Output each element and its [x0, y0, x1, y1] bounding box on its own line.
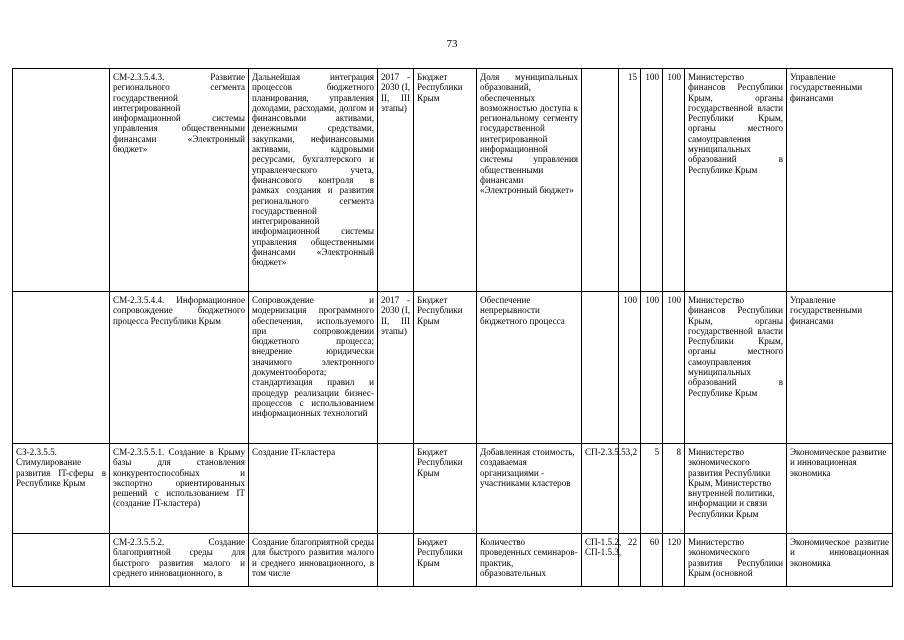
code-cell: [582, 292, 619, 444]
value-cell: 60: [641, 534, 663, 587]
code-cell: СП-2.3.5.5: [582, 444, 619, 534]
strategy-measures-table: [12, 68, 893, 587]
indicator-cell: Обеспечение непрерывности бюджетного процесса: [477, 292, 582, 444]
period-cell: [378, 534, 414, 587]
source-cell: Бюджет Республики Крым: [414, 444, 477, 534]
goal-cell: [13, 69, 110, 292]
value-cell: 100: [663, 292, 685, 444]
measure-cell: СМ-2.3.5.4.4. Информационное сопровождение бюджетного процесса Республики Крым: [110, 292, 249, 444]
value-cell: 22: [619, 534, 641, 587]
executor-cell: Министерство финансов Республики Крым, органы государственной власти Республики Крым, органы местного самоуправления муниципальных образований в Республике Крым: [685, 69, 787, 292]
measure-cell: СМ-2.3.5.5.2. Создание благоприятной среды для быстрого развития малого и среднего инновационного, в: [110, 534, 249, 587]
executor-cell: Министерство экономического развития Республики Крым, Министерство внутренней политики, информации и связи Республики Крым: [685, 444, 787, 534]
table-row: [13, 292, 893, 444]
page-number: 73: [446, 38, 458, 50]
measure-cell: СМ-2.3.5.4.3. Развитие регионального сегмента государственной интегрированной информационной системы управления общественными финансами «Электронный бюджет»: [110, 69, 249, 292]
table-row: [13, 69, 893, 292]
content-cell: Создание IT-кластера: [249, 444, 378, 534]
executor-cell: Министерство экономического развития Республики Крым (основной: [685, 534, 787, 587]
source-cell: Бюджет Республики Крым: [414, 69, 477, 292]
source-cell: Бюджет Республики Крым: [414, 534, 477, 587]
period-cell: 2017 - 2030 (I, II, III этапы): [378, 292, 414, 444]
value-cell: 100: [641, 69, 663, 292]
table-row: [13, 444, 893, 534]
value-cell: 8: [663, 444, 685, 534]
value-cell: 100: [619, 292, 641, 444]
content-cell: Дальнейшая интеграция процессов бюджетного планирования, управления доходами, расходами, долгом и финансовыми активами, денежными средствами, закупками, нефинансовыми активами, кадровыми ресурсами, бухгалтерского и управленческого учета, финансового контроля в рамках создания и развития регионального сегмента государственной интегрированной информационной системы управления общественными финансами «Электронный бюджет»: [249, 69, 378, 292]
goal-cell: СЗ-2.3.5.5. Стимулирование развития IT-сферы в Республике Крым: [13, 444, 110, 534]
executor-cell: Министерство финансов Республики Крым, органы государственной власти Республики Крым, органы местного самоуправления муниципальных образований в Республике Крым: [685, 292, 787, 444]
indicator-cell: Количество проведенных семинаров-практик, образовательных: [477, 534, 582, 587]
code-cell: СП-1.5.2, СП-1.5.3,: [582, 534, 619, 587]
program-cell: Управление государственными финансами: [787, 292, 893, 444]
goal-cell: [13, 534, 110, 587]
program-cell: Экономическое развитие и инновационная экономика: [787, 444, 893, 534]
table-row: [13, 534, 893, 587]
goal-cell: [13, 292, 110, 444]
indicator-cell: Доля муниципальных образований, обеспеченных возможностью доступа к региональному сегменту государственной интегрированной информационной системы управления общественными финансами «Электронный бюджет»: [477, 69, 582, 292]
value-cell: 100: [641, 292, 663, 444]
value-cell: 120: [663, 534, 685, 587]
period-cell: [378, 444, 414, 534]
value-cell: 5: [641, 444, 663, 534]
measure-cell: СМ-2.3.5.5.1. Создание в Крыму базы для становления конкурентоспособных и экспортно ориентированных решений с использованием IT (создание IT-кластера): [110, 444, 249, 534]
source-cell: Бюджет Республики Крым: [414, 292, 477, 444]
value-cell: 100: [663, 69, 685, 292]
program-cell: Экономическое развитие и инновационная экономика: [787, 534, 893, 587]
value-cell: 3,2: [619, 444, 641, 534]
period-cell: 2017 - 2030 (I, II, III этапы): [378, 69, 414, 292]
value-cell: 15: [619, 69, 641, 292]
content-cell: Создание благоприятной среды для быстрого развития малого и среднего инновационного, в том числе: [249, 534, 378, 587]
content-cell: Сопровождение и модернизация программного обеспечения, используемого при сопровождении бюджетного процесса; внедрение юридически значимого электронного документооборота; стандартизация правил и процедур реализации бизнес-процессов с использованием информационных технологий: [249, 292, 378, 444]
program-cell: Управление государственными финансами: [787, 69, 893, 292]
code-cell: [582, 69, 619, 292]
indicator-cell: Добавленная стоимость, создаваемая организациями - участниками кластеров: [477, 444, 582, 534]
